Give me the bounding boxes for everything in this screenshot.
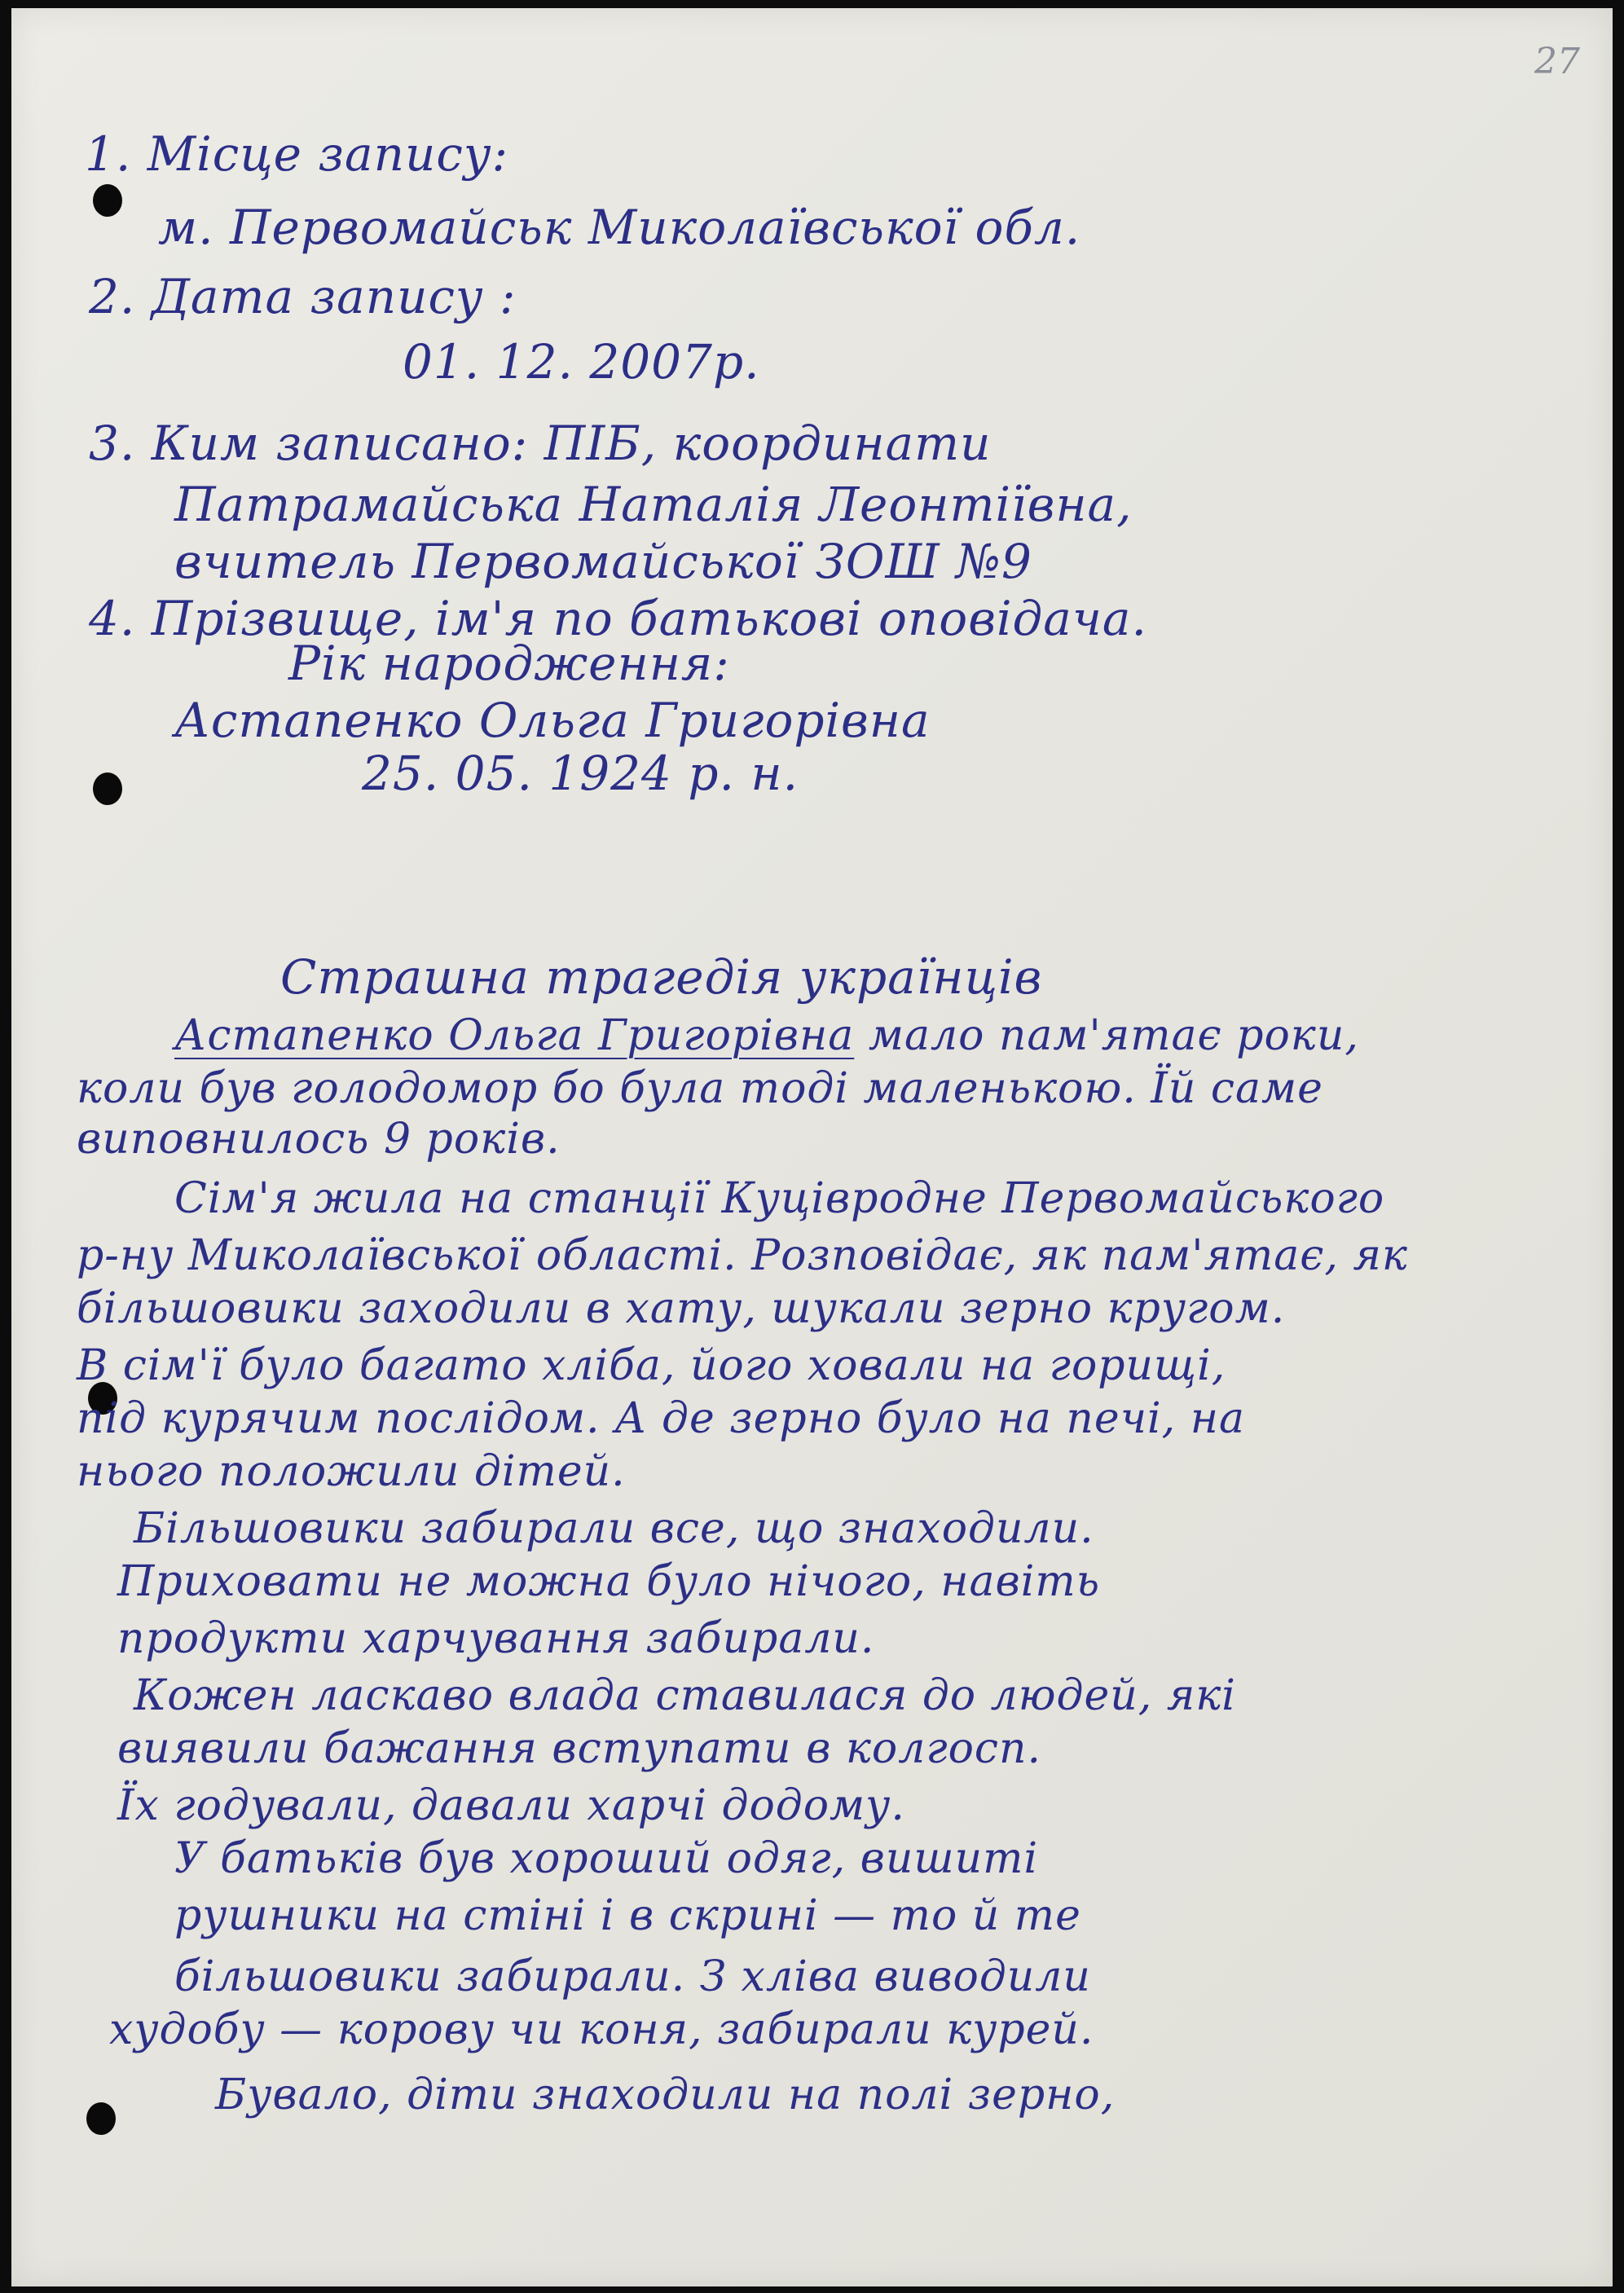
item3-label: 3. Ким записано: ПІБ, координати (89, 416, 992, 471)
story-line: В сім'ї було багато хліба, його ховали на горищі, (77, 1341, 1226, 1390)
story-line: більшовики заходили в хату, шукали зерно кругом. (77, 1284, 1286, 1333)
story-line: Сім'я жила на станції Куцівродне Первомайського (174, 1174, 1385, 1223)
punch-hole-bottom (86, 2102, 116, 2135)
item4-sublabel: Рік народження: (288, 636, 730, 691)
story-line: У батьків був хороший одяг, вишиті (174, 1834, 1039, 1883)
item4-value-birthdate: 25. 05. 1924 р. н. (362, 746, 799, 801)
item1-value: м. Первомайськ Миколаївської обл. (158, 200, 1081, 255)
story-line: Більшовики забирали все, що знаходили. (134, 1504, 1094, 1553)
story-line: під курячим послідом. А де зерно було на печі, на (77, 1394, 1245, 1443)
story-line: продукти харчування забирали. (117, 1614, 875, 1663)
story-line-prefix: Астапенко Ольга Григорівна (174, 1011, 855, 1060)
story-line-text: мало пам'ятає роки, (854, 1011, 1359, 1060)
story-line: Кожен ласкаво влада ставилася до людей, які (134, 1671, 1236, 1720)
story-line: Їх годували, давали харчі додому. (117, 1781, 905, 1830)
item2-value: 01. 12. 2007р. (403, 334, 760, 390)
story-line: Бувало, діти знаходили на полі зерно, (215, 2071, 1116, 2119)
story-line: виявили бажання вступати в колгосп. (117, 1724, 1042, 1773)
story-line: коли був голодомор бо була тоді маленькою. Їй саме (77, 1064, 1323, 1113)
story-line: Приховати не можна було нічого, навіть (117, 1557, 1101, 1606)
paper-sheet (11, 8, 1613, 2286)
punch-hole-middle (93, 772, 122, 805)
item3-value-line1: Патрамайська Наталія Леонтіївна, (174, 477, 1133, 532)
item4-value-name: Астапенко Ольга Григорівна (174, 693, 931, 748)
item2-label: 2. Дата запису : (89, 269, 517, 324)
story-line: нього положили дітей. (77, 1447, 626, 1496)
punch-hole-top (93, 184, 122, 217)
item3-value-line2: вчитель Первомайської ЗОШ №9 (174, 534, 1032, 589)
story-line: виповнилось 9 років. (77, 1115, 561, 1164)
story-line: рушники на стіні і в скрині — то й те (174, 1891, 1081, 1940)
story-line (174, 1011, 1359, 1060)
item1-label: 1. Місце запису: (85, 126, 509, 182)
story-line: худобу — корову чи коня, забирали курей. (109, 2005, 1094, 2054)
story-line: більшовики забирали. З хліва виводили (174, 1952, 1091, 2001)
story-title: Страшна трагедія українців (280, 949, 1043, 1005)
page-number: 27 (1534, 41, 1580, 82)
story-line: р-ну Миколаївської області. Розповідає, як пам'ятає, як (77, 1231, 1408, 1280)
item4-label: 4. Прізвище, ім'я по батькові оповідача. (89, 591, 1147, 646)
